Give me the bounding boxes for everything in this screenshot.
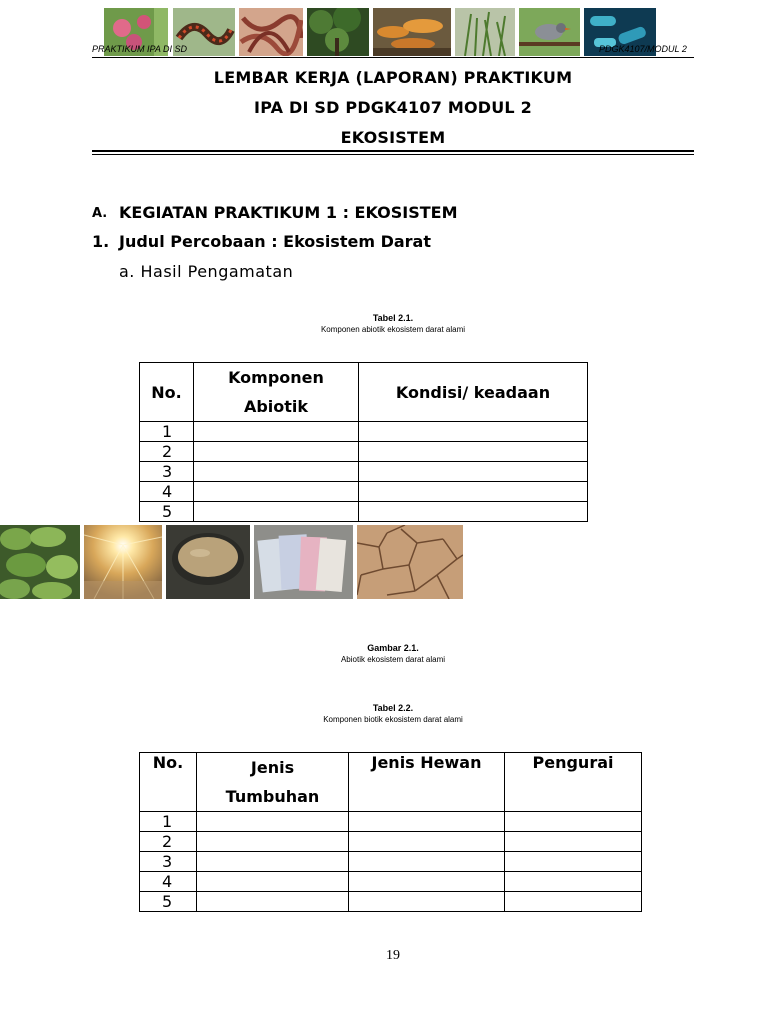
table-cell[interactable]	[349, 812, 505, 832]
grass-photo	[455, 8, 515, 56]
row-number: 5	[140, 892, 197, 912]
row-number: 3	[140, 852, 197, 872]
row-number: 5	[140, 502, 194, 522]
table-cell[interactable]	[349, 832, 505, 852]
table-row	[140, 462, 588, 482]
table-cell[interactable]	[194, 462, 359, 482]
row-number: 4	[140, 482, 194, 502]
table1-header-condition: Kondisi/ keadaan	[359, 363, 588, 422]
running-header-right: PDGK4107/MODUL 2	[599, 44, 687, 54]
table2-header-no: No.	[140, 753, 197, 812]
table-cell[interactable]	[505, 812, 642, 832]
table1-caption-title: Tabel 2.1.	[372, 313, 414, 323]
table2-header-animal-type: Jenis Hewan	[349, 753, 505, 812]
table-row	[140, 482, 588, 502]
row-number: 2	[140, 832, 197, 852]
table-cell[interactable]	[194, 442, 359, 462]
table-row	[140, 892, 642, 912]
table2-header-decomposer: Pengurai	[505, 753, 642, 812]
table-row	[140, 422, 588, 442]
observation-results-heading: a. Hasil Pengamatan	[119, 262, 294, 281]
table-cell[interactable]	[349, 852, 505, 872]
table2-header-plant-type-line2: Tumbuhan	[225, 787, 320, 806]
document-title-line-3: EKOSISTEM	[340, 128, 446, 147]
table-cell[interactable]	[194, 502, 359, 522]
figure1-caption-title: Gambar 2.1.	[367, 643, 419, 653]
table-row	[140, 812, 642, 832]
table-cell[interactable]	[197, 852, 349, 872]
table-row	[140, 872, 642, 892]
table-cell[interactable]	[359, 502, 588, 522]
row-number: 1	[140, 812, 197, 832]
table1-caption-text: Komponen abiotik ekosistem darat alami	[320, 325, 466, 334]
mossy-rocks-photo	[0, 525, 80, 599]
document-title-line-1: LEMBAR KERJA (LAPORAN) PRAKTIKUM	[213, 68, 573, 87]
table-cell[interactable]	[197, 872, 349, 892]
water-pot-photo	[166, 525, 250, 599]
table2-header-plant-type	[197, 753, 349, 812]
table-row	[140, 502, 588, 522]
table-cell[interactable]	[505, 832, 642, 852]
experiment-title: Judul Percobaan : Ekosistem Darat	[119, 232, 431, 251]
table-row	[140, 832, 642, 852]
table-cell[interactable]	[505, 872, 642, 892]
table-cell[interactable]	[359, 422, 588, 442]
fabric-samples-photo	[254, 525, 353, 599]
table1-header-component	[194, 363, 359, 422]
table1-header-no: No.	[140, 363, 194, 422]
table2-header-plant-type-line1: Jenis	[250, 758, 295, 777]
table1-header-component-line1: Komponen	[228, 368, 324, 387]
table-cell[interactable]	[194, 422, 359, 442]
table-cell[interactable]	[359, 462, 588, 482]
table-cell[interactable]	[505, 892, 642, 912]
figure1-caption-text: Abiotik ekosistem darat alami	[340, 655, 446, 664]
table-row	[140, 852, 642, 872]
cracked-soil-photo	[357, 525, 463, 599]
sun-photo	[84, 525, 162, 599]
earthworms-photo	[239, 8, 303, 56]
table-cell[interactable]	[197, 832, 349, 852]
table2-caption-text: Komponen biotik ekosistem darat alami	[323, 715, 463, 724]
row-number: 1	[140, 422, 194, 442]
table-cell[interactable]	[194, 482, 359, 502]
table-cell[interactable]	[197, 892, 349, 912]
document-title-line-2: IPA DI SD PDGK4107 MODUL 2	[254, 98, 532, 117]
table-cell[interactable]	[359, 442, 588, 462]
item-number: 1.	[92, 232, 110, 251]
tree-photo	[307, 8, 369, 56]
abiotic-components-table	[139, 362, 588, 522]
header-rule	[92, 57, 694, 58]
title-rule-thin	[92, 154, 694, 155]
section-heading: KEGIATAN PRAKTIKUM 1 : EKOSISTEM	[119, 203, 458, 222]
running-header-left: PRAKTIKUM IPA DI SD	[92, 44, 188, 54]
title-rule-thick	[92, 150, 694, 152]
row-number: 4	[140, 872, 197, 892]
table-cell[interactable]	[349, 872, 505, 892]
table-cell[interactable]	[505, 852, 642, 872]
table-cell[interactable]	[349, 892, 505, 912]
table2-caption-title: Tabel 2.2.	[372, 703, 414, 713]
table1-header-component-line2: Abiotik	[243, 397, 309, 416]
bird-photo	[519, 8, 580, 56]
row-number: 2	[140, 442, 194, 462]
table-cell[interactable]	[359, 482, 588, 502]
table-row	[140, 442, 588, 462]
biotic-components-table	[139, 752, 642, 912]
page-number: 19	[386, 948, 400, 963]
row-number: 3	[140, 462, 194, 482]
fungus-photo	[373, 8, 451, 56]
table-cell[interactable]	[197, 812, 349, 832]
section-marker: A.	[92, 206, 108, 221]
